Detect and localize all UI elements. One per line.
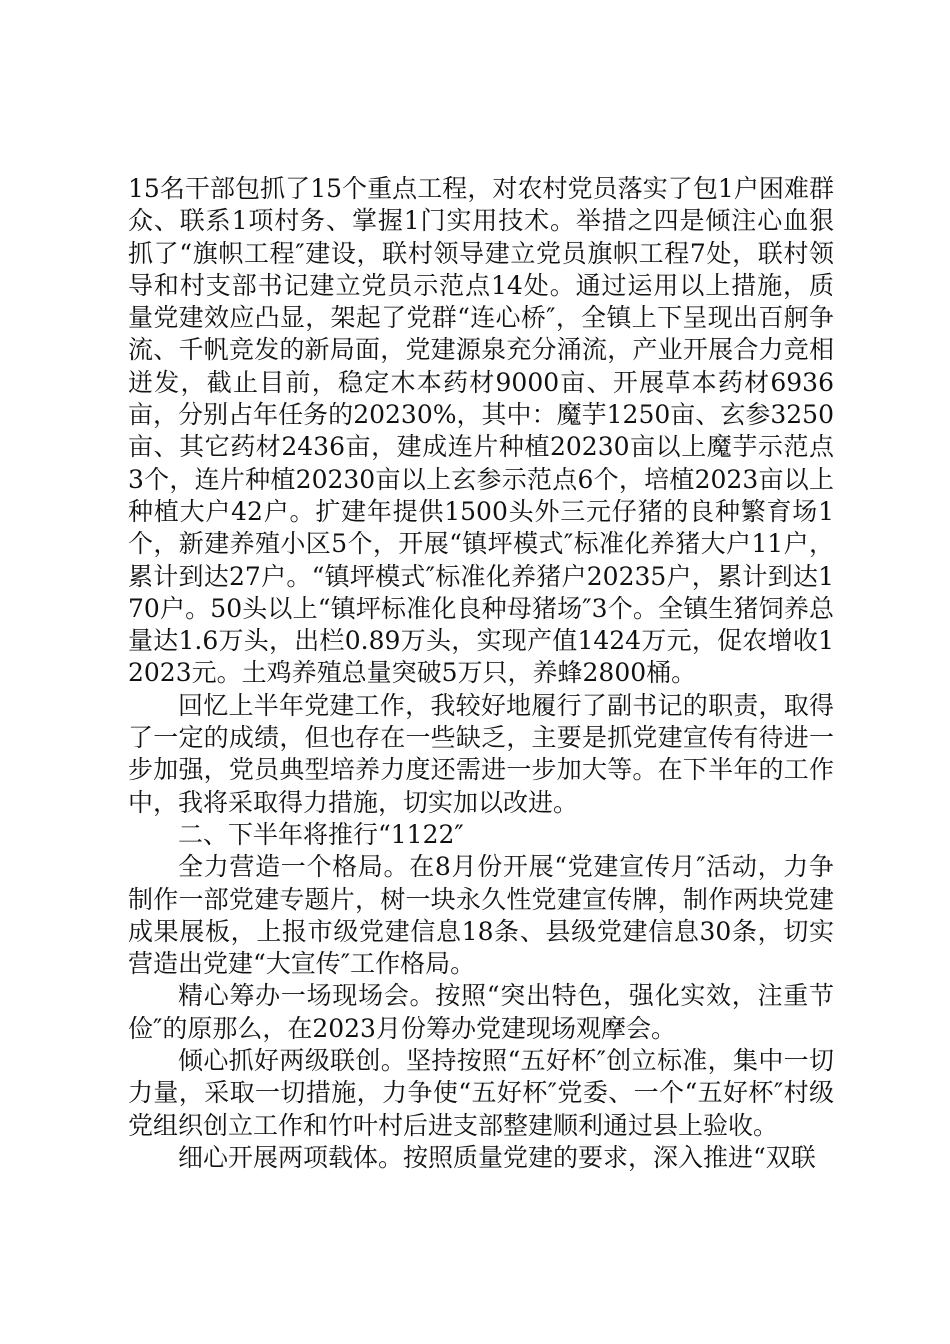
section-heading: 二、下半年将推行“1122″ xyxy=(178,819,464,849)
paragraph-7: 细心开展两项载体。按照质量党建的要求，深入推进“双联 xyxy=(178,1142,816,1172)
document-body xyxy=(128,173,834,1174)
paragraph-4: 全力营造一个格局。在8月份开展“党建宣传月″活动，力争制作一部党建专题片，树一块永久性党建宣传牌，制作两块党建成果展板，上报市级党建信息18条、县级党建信息30条，切实营造出党建“大宣传″工作格局。 xyxy=(128,852,834,979)
paragraph-1: 15名干部包抓了15个重点工程，对农村党员落实了包1户困难群众、联系1项村务、掌握1门实用技术。举措之四是倾注心血狠抓了“旗帜工程″建设，联村领导建立党员旗帜工程7处，联村领导和村支部书记建立党员示范点14处。通过运用以上措施，质量党建效应凸显，架起了党群“连心桥″，全镇上下呈现出百舸争流、千帆竞发的新局面，党建源泉充分涌流，产业开展合力竞相迸发，截止目前，稳定木本药材9000亩、开展草本药材6936亩，分别占年任务的20230%，其中：魔芋1250亩、玄参3250亩、其它药材2436亩，建成连片种植20230亩以上魔芋示范点3个，连片种植20230亩以上玄参示范点6个，培植2023亩以上种植大户42户。扩建年提供1500头外三元仔猪的良种繁育场1个，新建养殖小区5个，开展“镇坪模式″标准化养猪大户11户，累计到达27户。“镇坪模式″标准化养猪户20235户，累计到达170户。50头以上“镇坪标准化良种母猪场″3个。全镇生猪饲养总量达1.6万头，出栏0.89万头，实现产值1424万元，促农增收12023元。土鸡养殖总量突破5万只，养蜂2800桶。 xyxy=(128,174,834,688)
paragraph-5: 精心筹办一场现场会。按照“突出特色，强化实效，注重节俭″的原那么，在2023月份筹办党建现场观摩会。 xyxy=(128,981,834,1043)
paragraph-6: 倾心抓好两级联创。坚持按照“五好杯″创立标准，集中一切力量，采取一切措施，力争使“五好杯″党委、一个“五好杯″村级党组织创立工作和竹叶村后进支部整建顺利通过县上验收。 xyxy=(128,1046,834,1140)
paragraph-2: 回忆上半年党建工作，我较好地履行了副书记的职责，取得了一定的成绩，但也存在一些缺乏，主要是抓党建宣传有待进一步加强，党员典型培养力度还需进一步加大等。在下半年的工作中，我将采取得力措施，切实加以改进。 xyxy=(128,690,834,817)
